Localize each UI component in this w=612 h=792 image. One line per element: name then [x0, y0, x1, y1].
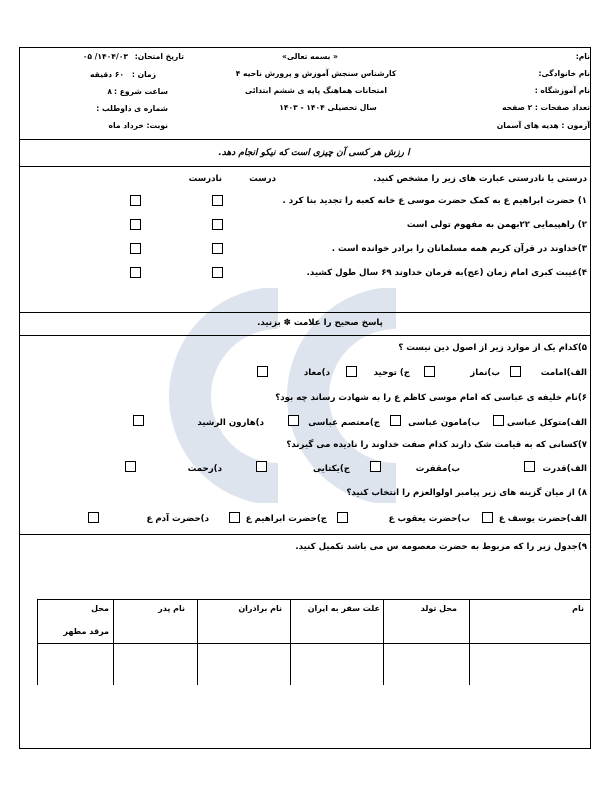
mc-5-option-d-checkbox[interactable]	[257, 366, 268, 377]
tf-question-2: ۲) راهپیمایی ۲۲بهمن به مفهوم تولی است	[406, 220, 587, 230]
bismillah: « بسمه تعالی»	[282, 52, 338, 61]
mc-6-option-d: د)هارون الرشید	[197, 418, 264, 428]
mc-6-option-c: ج)معتصم عباسی	[308, 418, 380, 428]
mc-8-option-c: ج)حضرت ابراهیم ع	[245, 514, 327, 524]
office-name: کارشناس سنجش آموزش و پرورش ناحیه ۴	[235, 69, 397, 78]
mc-7-option-b: ب)مقفرت	[415, 464, 460, 474]
mc-question-8: ۸) از میان گزینه های زیر پیامبر اولوالعزم را انتخاب کنید؟	[346, 488, 587, 498]
section1-instruction: درستی یا نادرستی عبارت های زیر را مشخص کنید.	[373, 174, 587, 184]
mc-6-option-a-checkbox[interactable]	[493, 415, 504, 426]
mc-7-option-b-checkbox[interactable]	[370, 461, 381, 472]
tf-question-3: ۳)خداوند در قرآن کریم همه مسلمانان را برادر خوانده است .	[331, 244, 587, 254]
tf-question-4: ۴)غیبت کبری امام زمان (عج)به فرمان خداوند ۶۹ سال طول کشید.	[306, 268, 587, 278]
exam-subject: آزمون : هدیه های آسمان	[496, 121, 590, 130]
pages-label: تعداد صفحات : ۲ صفحه	[502, 103, 590, 112]
table-header-name: نام	[572, 604, 584, 613]
true-column-header: درست	[249, 174, 276, 184]
exam-date-label: تاریخ امتحان:	[134, 52, 184, 61]
table-question-9: ۹)جدول زیر را که مربوط به حضرت معصومه س می باشد تکمیل کنید.	[295, 542, 587, 552]
mc-6-option-b-checkbox[interactable]	[390, 415, 401, 426]
name-label: نام:	[575, 52, 590, 61]
school-label: نام آموزشگاه :	[534, 86, 590, 95]
mc-question-5: ۵)کدام یک از موارد زیر از اصول دین نیست ؟	[398, 343, 587, 353]
duration-value: ۶۰ دقیقه	[90, 70, 124, 79]
mc-7-option-d: د)رحمت	[187, 464, 222, 474]
family-label: نام خانوادگی:	[538, 69, 590, 78]
table-col-border	[113, 599, 114, 685]
divider	[19, 534, 591, 535]
duration-label: زمان :	[131, 70, 156, 79]
exam-date-value: ۱۴۰۴/۰۳/ ۰۵	[82, 52, 128, 61]
motto: ا رزش هر کسی آن چیزی است که نیکو انجام دهد.	[218, 148, 410, 158]
start-time-value: ۸	[107, 87, 112, 96]
exam-title: امتحانات هماهنگ پایه ی ششم ابتدائی	[245, 86, 387, 95]
mc-8-option-a-checkbox[interactable]	[482, 512, 493, 523]
mc-5-option-d: د)معاد	[303, 368, 330, 378]
table-col-border	[290, 599, 291, 685]
divider	[19, 139, 591, 140]
mc-7-option-a-checkbox[interactable]	[524, 461, 535, 472]
false-column-header: نادرست	[188, 174, 222, 184]
table-top-border	[37, 599, 590, 600]
start-time-label: ساعت شروع :	[114, 87, 168, 96]
mc-7-option-d-checkbox[interactable]	[125, 461, 136, 472]
table-row-border	[37, 643, 590, 644]
table-col-border	[469, 599, 470, 685]
mc-5-option-c-checkbox[interactable]	[346, 366, 357, 377]
mc-8-option-a: الف)حضرت یوسف ع	[498, 514, 587, 524]
section2-title: پاسخ صحیح را علامت ✽ بزنید.	[257, 318, 383, 328]
table-header-brothers: نام برادران	[238, 604, 282, 613]
tf-4-false-checkbox[interactable]	[130, 267, 141, 278]
exam-shift: نوبت: خرداد ماه	[108, 121, 168, 130]
tf-3-false-checkbox[interactable]	[130, 243, 141, 254]
mc-7-option-a: الف)قدرت	[542, 464, 587, 474]
tf-4-true-checkbox[interactable]	[212, 267, 223, 278]
mc-8-option-c-checkbox[interactable]	[229, 512, 240, 523]
tf-2-true-checkbox[interactable]	[212, 219, 223, 230]
table-header-birthplace: محل تولد	[420, 604, 457, 613]
tf-1-true-checkbox[interactable]	[212, 195, 223, 206]
mc-5-option-b: ب)نماز	[470, 368, 500, 378]
mc-question-7: ۷)کسانی که به قیامت شک دارند کدام صفت خداوند را نادیده می گیرند؟	[286, 440, 587, 450]
table-header-shrine: محل	[91, 604, 109, 613]
table-col-border	[197, 599, 198, 685]
mc-8-option-b: ب)حضرت یعقوب ع	[388, 514, 470, 524]
divider	[19, 335, 591, 336]
seat-number-label: شماره ی داوطلب :	[96, 104, 168, 113]
mc-5-option-a-checkbox[interactable]	[510, 366, 521, 377]
tf-2-false-checkbox[interactable]	[130, 219, 141, 230]
school-year: سال تحصیلی ۱۴۰۴ - ۱۴۰۳	[279, 103, 377, 112]
mc-5-option-b-checkbox[interactable]	[424, 366, 435, 377]
table-header-travel-reason: علت سفر به ایران	[307, 604, 380, 613]
mc-8-option-b-checkbox[interactable]	[337, 512, 348, 523]
mc-6-option-d-checkbox[interactable]	[133, 415, 144, 426]
mc-6-option-c-checkbox[interactable]	[288, 415, 299, 426]
mc-6-option-b: ب)مامون عباسی	[408, 418, 480, 428]
table-col-border	[37, 599, 38, 685]
table-col-border	[383, 599, 384, 685]
tf-3-true-checkbox[interactable]	[212, 243, 223, 254]
tf-question-1: ۱) حضرت ابراهیم ع به کمک حضرت موسی ع خانه کعبه را تجدید بنا کرد .	[282, 196, 587, 206]
mc-5-option-c: ج) توحید	[373, 368, 410, 378]
table-header-father: نام پدر	[158, 604, 185, 613]
mc-7-option-c-checkbox[interactable]	[256, 461, 267, 472]
tf-1-false-checkbox[interactable]	[130, 195, 141, 206]
table-header-shrine-line2: مرقد مطهر	[63, 627, 109, 636]
mc-8-option-d-checkbox[interactable]	[88, 512, 99, 523]
divider	[19, 312, 591, 313]
mc-question-6: ۶)نام خلیفه ی عباسی که امام موسی کاظم ع را به شهادت رساند چه بود؟	[275, 393, 587, 403]
mc-7-option-c: ج)یکتایی	[312, 464, 350, 474]
mc-6-option-a: الف)متوکل عباسی	[507, 418, 587, 428]
mc-8-option-d: د)حضرت آدم ع	[146, 514, 209, 524]
mc-5-option-a: الف)امامت	[540, 368, 587, 378]
divider	[19, 166, 591, 167]
